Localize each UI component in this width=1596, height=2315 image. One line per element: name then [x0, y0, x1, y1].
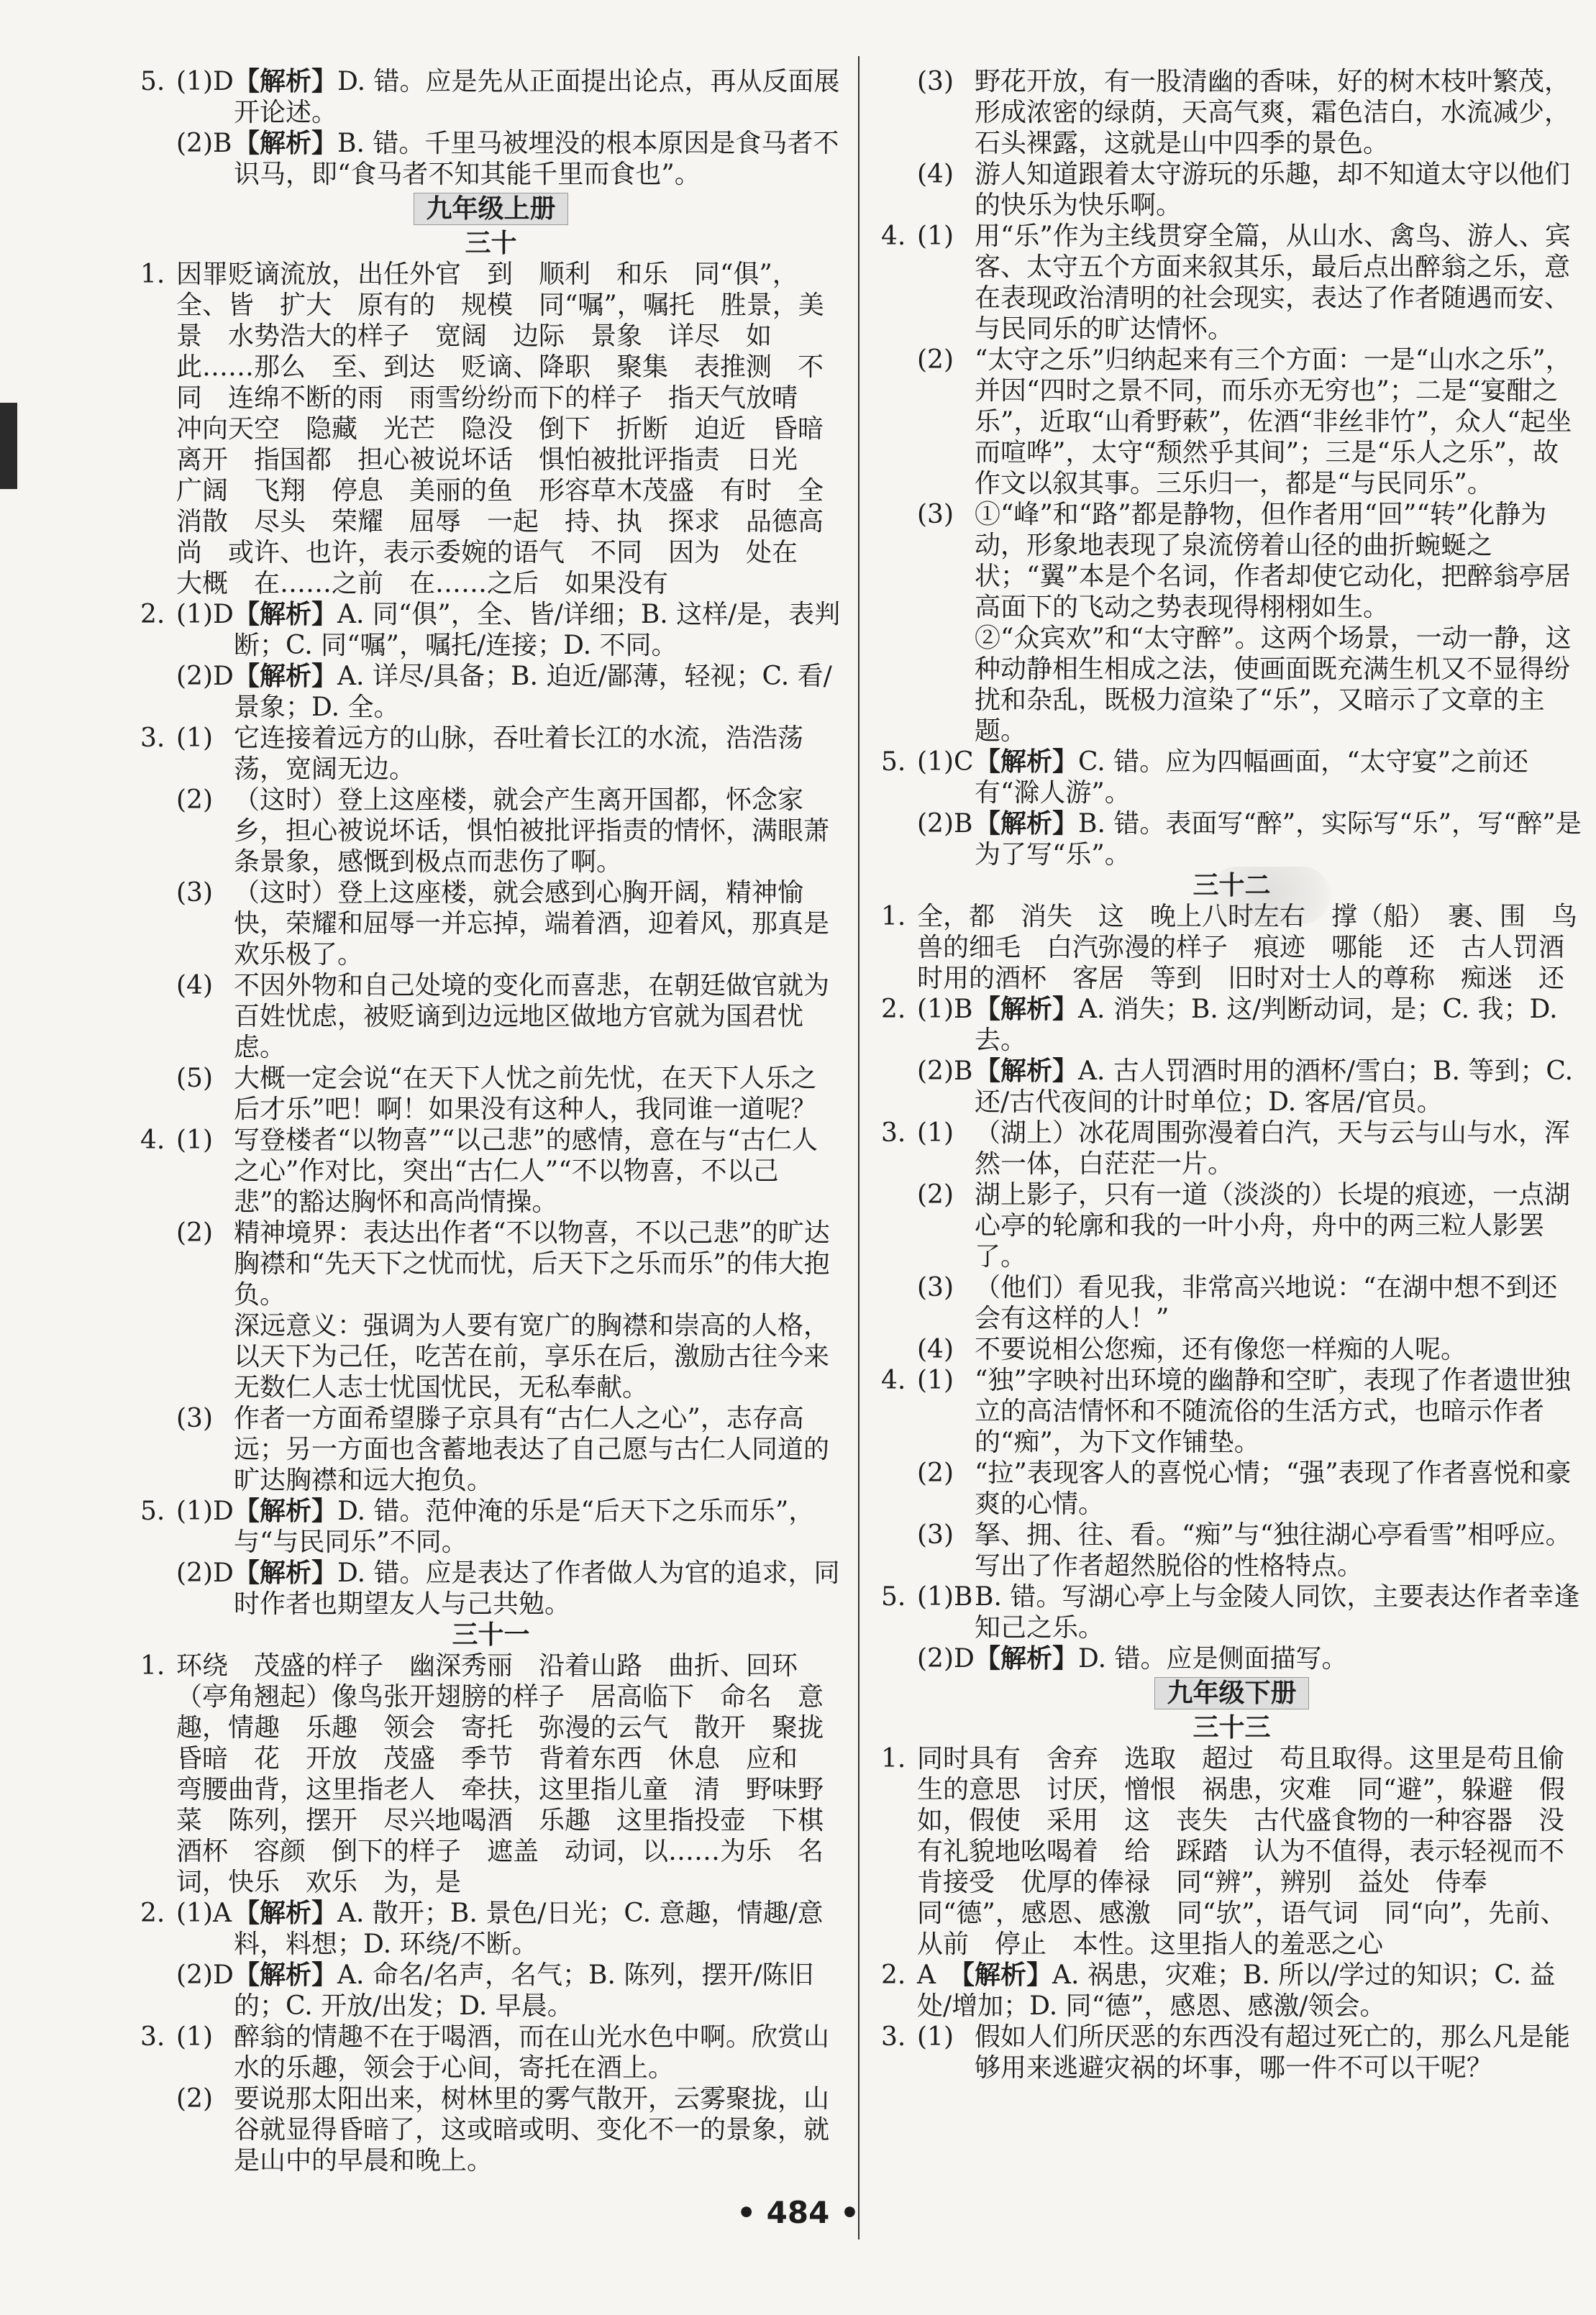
item-body [917, 1365, 1582, 1581]
sub-label: (1) [176, 2022, 213, 2052]
sub-label: (2) [176, 1218, 213, 1248]
sub-label: (2) [176, 2084, 213, 2114]
volume-heading-label: 九年级上册 [414, 193, 567, 225]
answer-item [140, 259, 850, 599]
sub-label: (4) [917, 160, 954, 189]
analysis-tag: 【解析】 [234, 1496, 338, 1526]
item-number: 4. [881, 1366, 906, 1395]
sub-label: (3) [176, 1404, 213, 1433]
answer-item [140, 1496, 842, 1620]
sub-answer [917, 66, 1582, 159]
item-number: 3. [140, 723, 165, 753]
answer-text: 全，都 消失 这 晚上八时左右 撑（船） 裹、围 鸟兽的细毛 白汽弥漫的样子 痕迹 哪能 还 古人罚酒时用的酒杯 客居 等到 旧时对士人的尊称 痴迷 还 [917, 902, 1578, 993]
answer-text: A. 古人罚酒时用的酒杯/雪白；B. 等到；C. 还/古代夜间的计时单位；D. 客居/官员。 [975, 1056, 1574, 1117]
sub-answer [917, 1365, 1582, 1458]
sub-label: (2) [917, 345, 954, 375]
section-title: 三十二 [1193, 871, 1271, 900]
analysis-tag: 【解析】 [962, 1960, 1053, 1990]
answer-item [881, 1960, 1582, 2022]
analysis-tag: 【解析】 [234, 1960, 338, 1990]
sub-text [234, 1218, 842, 1310]
analysis-tag: 【解析】 [975, 1643, 1079, 1674]
item-body [176, 259, 850, 599]
analysis-tag: 【解析】 [234, 128, 338, 158]
sub-answer [176, 1403, 842, 1496]
sub-text [234, 877, 842, 970]
item-number: 5. [881, 747, 906, 777]
analysis-tag: 【解析】 [234, 1558, 338, 1588]
sub-label: (3) [917, 67, 954, 96]
item-number: 5. [881, 1582, 906, 1612]
answer-text: “太守之乐”归纳起来有三个方面：一是“山水之乐”，并因“四时之景不同，而乐亦无穷也”；二是“宴酣之乐”，近取“山肴野蔌”，佐酒“非丝非竹”，众人“起坐而喧哗”，太守“颓然乎其间”；三是“乐人之乐”，故作文以叙其事。三乐归一，都是“与民同乐”。 [975, 345, 1572, 498]
analysis-tag: 【解析】 [975, 1056, 1079, 1086]
answer-text: “拉”表现客人的喜悦心情；“强”表现了作者喜悦和豪爽的心情。 [975, 1458, 1572, 1519]
answer-text: ②“众宾欢”和“太守醉”。这两个场景，一动一静，这种动静相生相成之法，使画面既充满生机又不显得纷扰和杂乱，既极力渲染了“乐”，又暗示了文章的主题。 [975, 624, 1572, 746]
answer-text: 湖上影子，只有一道（淡淡的）长堤的痕迹，一点湖心亭的轮廓和我的一叶小舟，舟中的两三粒人影罢了。 [975, 1180, 1571, 1271]
sub-label: (1)C [917, 747, 974, 777]
sub-answer [176, 1218, 842, 1310]
sub-label: (4) [176, 971, 213, 1000]
sub-text [975, 1179, 1582, 1272]
sub-text [975, 1520, 1582, 1581]
sub-label: (1) [176, 723, 213, 753]
sub-answer [917, 623, 1582, 746]
item-body [917, 746, 1582, 870]
sub-text [234, 2083, 842, 2176]
answer-text: 不因外物和自己处境的变化而喜悲，在朝廷做官就为百姓忧虑，被贬谪到边远地区做地方官就为国君忧虑。 [234, 971, 830, 1062]
answer-text: 用“乐”作为主线贯穿全篇，从山水、禽鸟、游人、宾客、太守五个方面来叙其乐，最后点出醉翁之乐，意在表现政治清明的社会现实，表达了作者随遇而安、与民同乐的旷达情怀。 [975, 222, 1571, 344]
sub-label: (2)D [176, 1558, 234, 1588]
item-body [917, 221, 1582, 746]
item-number: 1. [140, 260, 165, 289]
answer-text: 醉翁的情趣不在于喝酒，而在山光水色中啊。欣赏山水的乐趣，领会于心间，寄托在酒上。 [234, 2022, 830, 2083]
page-number: • 484 • [737, 2195, 859, 2230]
sub-text [975, 2022, 1582, 2083]
answer-text: 因罪贬谪流放，出任外官 到 顺利 和乐 同“俱”，全、皆 扩大 原有的 规模 同“嘱”，嘱托 胜景，美景 水势浩大的样子 宽阔 边际 景象 详尽 如此……那么 至、到达 贬谪、降职 聚集 表推测 不同 连绵不断的雨 雨雪纷纷而下的样子 指天气放晴 冲向天空 隐藏 光芒 隐没 倒下 折断 迫近 昏暗 离开 指国都 担心被说坏话 惧怕被批评指责 日光 广阔 飞翔 停息 美丽的鱼 形容草木茂盛 有时 全 消散 尽头 荣耀 屈辱 一起 持、执 探求 品德高尚 或许、也许，表示委婉的语气 不同 因为 处在 大概 在……之前 在……之后 如果没有 [176, 260, 850, 598]
analysis-tag: 【解析】 [975, 808, 1079, 839]
answer-text: ①“峰”和“路”都是静物，但作者用“回”“转”化静为动，形象地表现了泉流傍着山径的曲折蜿蜒之状；“翼”本是个名词，作者却使它动化，把醉翁亭居高面下的飞动之势表现得栩栩如生。 [975, 500, 1571, 622]
answer-text: 作者一方面希望滕子京具有“古仁人之心”，志存高远；另一方面也含蓄地表达了自己愿与古仁人同道的旷达胸襟和远大抱负。 [234, 1404, 830, 1495]
item-number: 1. [881, 1744, 906, 1773]
answer-item [140, 1898, 842, 2022]
sub-text [234, 66, 842, 128]
sub-label: (2)D [917, 1644, 975, 1674]
sub-answer [176, 1125, 842, 1218]
item-number: 3. [881, 1118, 906, 1148]
item-number: 1. [140, 1651, 165, 1681]
sub-label: (2) [917, 1180, 954, 1210]
answer-text: （这时）登上这座楼，就会感到心胸开阔，精神愉快，荣耀和屈辱一并忘掉，端着酒，迎着风，那真是欢乐极了。 [234, 878, 830, 969]
answer-text: B. 错。表面写“醉”，实际写“乐”，写“醉”是为了写“乐”。 [975, 809, 1582, 869]
item-number: 2. [140, 600, 165, 629]
sub-label: (2) [176, 785, 213, 815]
sub-label: (2)B [917, 1056, 973, 1086]
sub-label [176, 1310, 234, 1403]
sub-label: (1) [917, 1118, 954, 1148]
sub-text [975, 746, 1582, 808]
answer-item [881, 901, 1582, 994]
answer-item [140, 723, 842, 1125]
sub-text [975, 66, 1582, 159]
sub-text [234, 1125, 842, 1218]
answer-text: D. 错。范仲淹的乐是“后天下之乐而乐”，与“与民同乐”不同。 [234, 1497, 815, 1557]
sub-answer [176, 2083, 842, 2176]
sub-label: (1) [917, 1366, 954, 1395]
sub-answer [917, 159, 1582, 221]
sub-answer [917, 1179, 1582, 1272]
item-number: 2. [881, 995, 906, 1024]
sub-label: (5) [176, 1064, 213, 1093]
sub-answer [917, 994, 1582, 1056]
sub-text [975, 159, 1582, 221]
sub-answer [176, 1496, 842, 1558]
answer-text: A. 命名/名声，名气；B. 陈列，摆开/陈旧的；C. 开放/出发；D. 早晨。 [234, 1960, 814, 2021]
sub-text [234, 1558, 842, 1620]
item-body [176, 66, 842, 190]
sub-text [234, 1063, 842, 1125]
sub-text [975, 808, 1582, 870]
sub-text [234, 1898, 842, 1960]
item-number [881, 66, 917, 221]
sub-answer [176, 66, 842, 128]
answer-item [140, 2022, 842, 2176]
analysis-tag: 【解析】 [234, 66, 338, 96]
sub-text [975, 1056, 1582, 1118]
answer-text: 野花开放，有一股清幽的香味，好的树木枝叶繁茂，形成浓密的绿荫，天高气爽，霜色洁白，水流减少，石头裸露，这就是山中四季的景色。 [975, 67, 1571, 158]
answer-line [917, 1960, 1582, 2022]
sub-text [975, 623, 1582, 746]
sub-text [975, 1458, 1582, 1520]
answer-text: 假如人们所厌恶的东西没有超过死亡的，那么凡是能够用来逃避灾祸的坏事，哪一件不可以干呢？ [975, 2022, 1571, 2083]
sub-text [975, 344, 1582, 499]
answer-item [881, 1118, 1582, 1365]
item-body [917, 1743, 1582, 1960]
sub-text [234, 1960, 842, 2022]
answer-text: 大概一定会说“在天下人忧之前先忧，在天下人乐之后才乐”吧！啊！如果没有这种人，我同谁一道呢？ [234, 1064, 817, 1124]
item-body [917, 994, 1582, 1118]
sub-label: (1)A [176, 1899, 232, 1928]
sub-answer [917, 1458, 1582, 1520]
answer-item [881, 1743, 1582, 1960]
sub-text [975, 499, 1582, 623]
sub-answer [176, 1960, 842, 2022]
item-number: 4. [881, 222, 906, 251]
sub-answer [917, 1581, 1582, 1643]
item-number: 2. [140, 1899, 165, 1928]
sub-text [234, 970, 842, 1063]
sub-answer [176, 2022, 842, 2083]
analysis-tag: 【解析】 [234, 661, 338, 691]
answer-item [881, 221, 1582, 746]
sub-label: (1)D [176, 67, 234, 96]
sub-label: (1)B [917, 995, 973, 1024]
item-body [176, 1650, 850, 1898]
answer-text: 同时具有 舍弃 选取 超过 苟且取得。这里是苟且偷生的意思 讨厌，憎恨 祸患，灾难 同“避”，躲避 假如，假使 采用 这 丧失 古代盛食物的一种容器 没有礼貌地吆喝着 给 踩踏 认为不值得，表示轻视而不肯接受 优厚的俸禄 同“辨”，辨别 益处 侍奉 同“德”，感恩、感激 同“欤”，语气词 同“向”，先前、从前 停止 本性。这里指人的羞恶之心 [917, 1744, 1567, 1959]
sub-text [975, 1272, 1582, 1334]
analysis-tag: 【解析】 [234, 599, 338, 629]
left-column [140, 66, 850, 2229]
sub-label: (4) [917, 1335, 954, 1364]
answer-item [881, 746, 1582, 870]
sub-label: (1)D [176, 1497, 234, 1526]
sub-answer [917, 2022, 1582, 2083]
answer-text: 写登楼者“以物喜”“以己悲”的感情，意在与“古仁人之心”作对比，突出“古仁人”“不以物喜，不以己悲”的豁达胸怀和高尚情操。 [234, 1125, 818, 1217]
item-number: 5. [140, 1497, 165, 1526]
item-body [917, 2022, 1582, 2083]
answer-item [881, 66, 1582, 221]
sub-answer [176, 1898, 842, 1960]
answer-text: 游人知道跟着太守游玩的乐趣，却不知道太守以他们的快乐为快乐啊。 [975, 160, 1571, 220]
sub-text [234, 599, 842, 661]
sub-text [975, 221, 1582, 344]
answer-text: （这时）登上这座楼，就会产生离开国都，怀念家乡，担心被说坏话，惧怕被批评指责的情怀，满眼萧条景象，感慨到极点而悲伤了啊。 [234, 785, 830, 877]
sub-text [234, 723, 842, 785]
item-body [176, 723, 842, 1125]
item-body [917, 1581, 1582, 1674]
item-body [917, 1118, 1582, 1365]
sub-answer [917, 1056, 1582, 1118]
item-body [176, 1898, 842, 2022]
sub-answer [176, 661, 842, 723]
sub-answer [917, 1334, 1582, 1365]
sub-answer [917, 221, 1582, 344]
sub-text [975, 1334, 1582, 1365]
sub-label [917, 623, 975, 746]
sub-answer [176, 877, 842, 970]
item-body [176, 1496, 842, 1620]
sub-answer [917, 1272, 1582, 1334]
sub-label: (2)B [917, 809, 973, 839]
item-number: 1. [881, 902, 906, 931]
answer-item [140, 599, 842, 723]
answer-item [881, 994, 1582, 1118]
sub-text [234, 785, 842, 877]
sub-answer [917, 1520, 1582, 1581]
sub-answer [917, 746, 1582, 808]
answer-item [140, 1650, 850, 1898]
answer-text: 要说那太阳出来，树林里的雾气散开，云雾聚拢，山谷就显得昏暗了，这或暗或明、变化不一的景象，就是山中的早晨和晚上。 [234, 2084, 830, 2175]
sub-answer [176, 723, 842, 785]
sub-answer [176, 1063, 842, 1125]
sub-text [975, 1118, 1582, 1179]
sub-label: (2) [917, 1458, 954, 1488]
answer-text: 环绕 茂盛的样子 幽深秀丽 沿着山路 曲折、回环 （亭角翘起）像鸟张开翅膀的样子 居高临下 命名 意趣，情趣 乐趣 领会 寄托 弥漫的云气 散开 聚拢 昏暗 花 开放 茂盛 季节 背着东西 休息 应和 弯腰曲背，这里指老人 牵扶，这里指儿童 清 野味野菜 陈列，摆开 尽兴地喝酒 乐趣 这里指投壶 下棋 酒杯 容颜 倒下的样子 遮盖 动词，以……为乐 名词，快乐 欢乐 为，是 [176, 1651, 850, 1897]
sub-text [234, 1496, 842, 1558]
answer-text: （湖上）冰花周围弥漫着白汽，天与云与山与水，浑然一体，白茫茫一片。 [975, 1118, 1571, 1179]
section-title: 三十一 [452, 1620, 530, 1650]
sub-answer [917, 344, 1582, 499]
sub-label: (1)B [917, 1582, 973, 1612]
sub-label: (3) [176, 878, 213, 908]
analysis-tag: 【解析】 [234, 1898, 338, 1928]
sub-label: (3) [917, 500, 954, 529]
sub-label: (3) [917, 1520, 954, 1550]
sub-label: (2)D [176, 1960, 234, 1990]
sub-text [234, 1403, 842, 1496]
answer-text: 精神境界：表达出作者“不以物喜，不以己悲”的旷达胸襟和“先天下之忧而忧，后天下之乐而乐”的伟大抱负。 [234, 1218, 830, 1310]
sub-text [234, 1310, 842, 1403]
answer-text: B. 错。千里马被埋没的根本原因是食马者不识马，即“食马者不知其能千里而食也”。 [234, 129, 839, 189]
answer-text: C. 错。应为四幅画面，“太守宴”之前还有“滁人游”。 [975, 747, 1528, 808]
sub-answer [176, 785, 842, 877]
sub-answer [917, 1118, 1582, 1179]
answer-text: 拏、拥、往、看。“痴”与“独往湖心亭看雪”相呼应。写出了作者超然脱俗的性格特点。 [975, 1520, 1572, 1581]
answer-text: 它连接着远方的山脉，吞吐着长江的水流，浩浩荡荡，宽阔无边。 [234, 723, 804, 784]
section-title: 三十三 [1193, 1713, 1271, 1743]
sub-text [975, 1581, 1582, 1643]
sub-answer [176, 970, 842, 1063]
sub-answer [917, 1643, 1582, 1674]
sub-answer [917, 808, 1582, 870]
answer-text: B. 错。写湖心亭上与金陵人同饮，主要表达作者幸逢知己之乐。 [975, 1582, 1580, 1643]
item-body [176, 599, 842, 723]
answer-item [881, 2022, 1582, 2083]
answer-item [140, 66, 842, 190]
sub-answer [176, 1310, 842, 1403]
answer-text: A. 散开；B. 景色/日光；C. 意趣，情趣/意料，料想；D. 环绕/不断。 [234, 1899, 824, 1959]
sub-answer [917, 499, 1582, 623]
item-number: 3. [881, 2022, 906, 2052]
answer-text: D. 错。应是先从正面提出论点，再从反面展开论述。 [234, 67, 840, 127]
volume-heading [881, 1677, 1582, 1709]
item-body [917, 66, 1582, 221]
answer-text: 不要说相公您痴，还有像您一样痴的人呢。 [975, 1335, 1467, 1364]
sub-label: (2)D [176, 662, 234, 691]
section-title: 三十 [465, 229, 517, 258]
analysis-tag: 【解析】 [975, 746, 1079, 777]
answer-text: A [917, 1960, 962, 1990]
answer-text: （他们）看见我，非常高兴地说：“在湖中想不到还会有这样的人！” [975, 1273, 1558, 1333]
answer-text: D. 错。应是侧面描写。 [1078, 1644, 1348, 1674]
item-body [176, 1125, 842, 1496]
sub-label: (1) [176, 1125, 213, 1155]
sub-answer [176, 128, 842, 190]
volume-heading-label: 九年级下册 [1154, 1677, 1308, 1709]
sub-label: (3) [917, 1273, 954, 1302]
answer-text: 深远意义：强调为人要有宽广的胸襟和崇高的人格，以天下为己任，吃苦在前，享乐在后，激励古往今来无数仁人志士忧国忧民，无私奉献。 [234, 1311, 830, 1402]
sub-text [975, 994, 1582, 1056]
answer-text: A. 同“俱”，全、皆/详细；B. 这样/是，表判断；C. 同“嘱”，嘱托/连接；D. 不同。 [234, 600, 841, 660]
sub-label: (1)D [176, 600, 234, 629]
sub-text [975, 1643, 1582, 1674]
answer-item [881, 1365, 1582, 1581]
answer-text: “独”字映衬出环境的幽静和空旷，表现了作者遗世独立的高洁情怀和不随流俗的生活方式，也暗示作者的“痴”，为下文作铺垫。 [975, 1366, 1571, 1457]
analysis-tag: 【解析】 [975, 994, 1079, 1024]
sub-answer [176, 599, 842, 661]
sub-answer [176, 1558, 842, 1620]
sub-label: (2)B [176, 129, 232, 158]
right-column [881, 66, 1582, 2229]
column-divider [858, 56, 859, 2239]
item-body [917, 1960, 1582, 2022]
item-number: 2. [881, 1960, 906, 1990]
answer-text: A. 消失；B. 这/判断动词，是；C. 我；D. 去。 [975, 995, 1558, 1055]
volume-heading [140, 193, 842, 225]
sub-text [234, 128, 842, 190]
sub-text [234, 661, 842, 723]
item-number: 5. [140, 67, 165, 96]
sub-text [975, 1365, 1582, 1458]
answer-text: A. 祸患，灾难；B. 所以/学过的知识；C. 益处/增加；D. 同“德”，感恩、感激/领会。 [917, 1960, 1556, 2021]
answer-item [881, 1581, 1582, 1674]
answer-text: A. 详尽/具备；B. 迫近/鄙薄，轻视；C. 看/景象；D. 全。 [234, 662, 832, 722]
item-number: 3. [140, 2022, 165, 2052]
item-number: 4. [140, 1125, 165, 1155]
scan-edge-mark [0, 403, 17, 489]
sub-label: (1) [917, 2022, 954, 2052]
item-body [917, 901, 1582, 994]
answer-text: D. 错。应是表达了作者做人为官的追求，同时作者也期望友人与己共勉。 [234, 1558, 840, 1619]
answer-item [140, 1125, 842, 1496]
sub-text [234, 2022, 842, 2083]
sub-label: (1) [917, 222, 954, 251]
item-body [176, 2022, 842, 2176]
